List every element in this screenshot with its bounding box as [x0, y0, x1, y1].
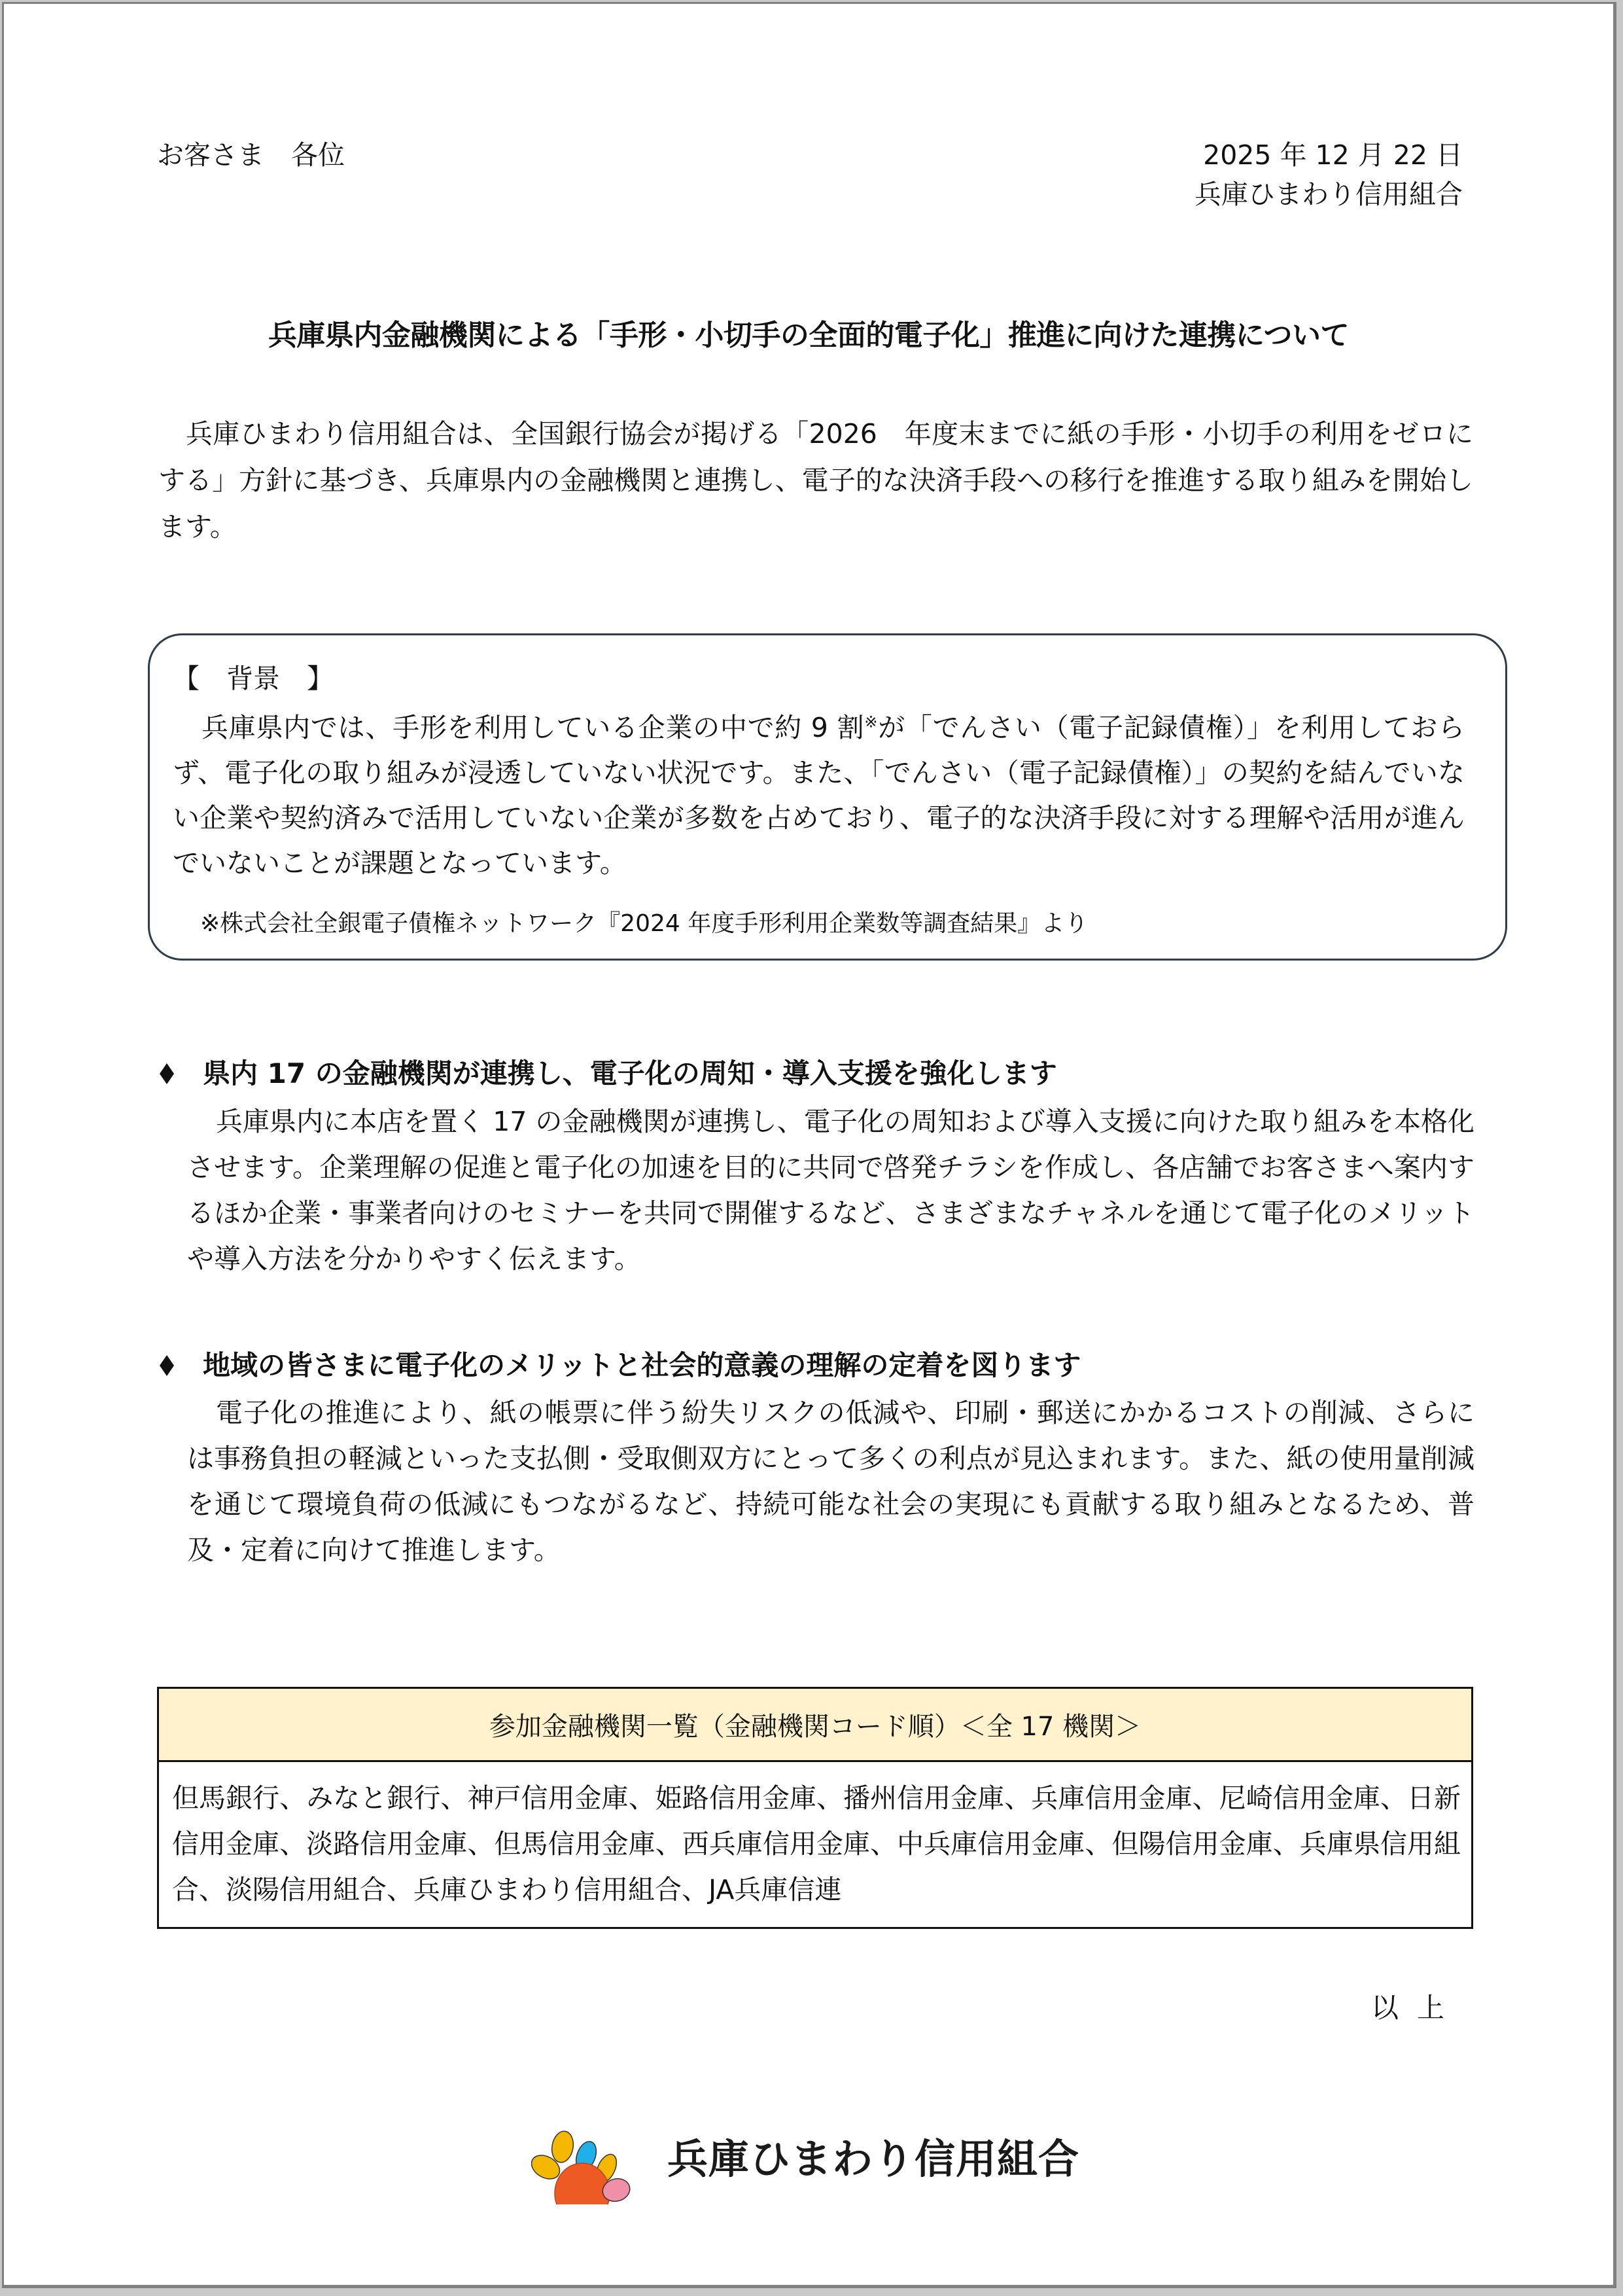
- closing-mark: 以上: [1370, 1992, 1463, 2024]
- background-heading: 【 背景 】: [173, 663, 334, 694]
- diamond-bullet-icon: [160, 1355, 174, 1376]
- background-footnote: ※株式会社全銀電子債権ネットワーク『2024 年度手形利用企業数等調査結果』より: [200, 910, 1089, 937]
- paw-flower-logo-icon: [531, 2106, 655, 2204]
- section-heading-text: 県内 17 の金融機関が連携し、電子化の周知・導入支援を強化します: [203, 1057, 1057, 1089]
- background-body: [173, 705, 1465, 886]
- document-page: [2, 2, 1616, 2288]
- institutions-list: 但馬銀行、みなと銀行、神戸信用金庫、姫路信用金庫、播州信用金庫、兵庫信用金庫、尼崎信用金庫、日新信用金庫、淡路信用金庫、但馬信用金庫、西兵庫信用金庫、中兵庫信用金庫、但陽信用金庫、兵庫県信用組合、淡陽信用組合、兵庫ひまわり信用組合、JA兵庫信連: [172, 1782, 1461, 1905]
- issue-date: 2025 年 12 月 22 日: [1203, 139, 1463, 171]
- intro-paragraph: 兵庫ひまわり信用組合は、全国銀行協会が掲げる「2026 年度末までに紙の手形・小切手の利用をゼロにする」方針に基づき、兵庫県内の金融機関と連携し、電子的な決済手段への移行を推進する取り組みを開始します。: [158, 418, 1473, 542]
- section-heading-2: [157, 1343, 1081, 1388]
- salutation: お客さま 各位: [157, 139, 345, 171]
- issuer-name: 兵庫ひまわり信用組合: [1195, 179, 1463, 210]
- section-body-2: 電子化の推進により、紙の帳票に伴う紛失リスクの低減や、印刷・郵送にかかるコストの削減、さらには事務負担の軽減といった支払側・受取側双方にとって多くの利点が見込まれます。また、紙の使用量削減を通じて環境負荷の低減にもつながるなど、持続可能な社会の実現にも貢献する取り組みとなるため、普及・定着に向けて推進します。: [187, 1397, 1475, 1566]
- background-body-text-1: 兵庫県内では、手形を利用している企業の中で約 9 割: [201, 712, 865, 743]
- institutions-table-header: 参加金融機関一覧（金融機関コード順）＜全 17 機関＞: [159, 1689, 1471, 1762]
- section-body-1: 兵庫県内に本店を置く 17 の金融機関が連携し、電子化の周知および導入支援に向けた取り組みを本格化させます。企業理解の促進と電子化の加速を目的に共同で啓発チラシを作成し、各店舗でお客さまへ案内するほか企業・事業者向けのセミナーを共同で開催するなど、さまざまなチャネルを通じて電子化のメリットや導入方法を分かりやすく伝えます。: [187, 1106, 1475, 1275]
- background-body-text-2: が「でんさい（電子記録債権）」を利用しておらず、電子化の取り組みが浸透していない状況です。また、「でんさい（電子記録債権）」の契約を結んでいない企業や契約済みで活用していない企業が多数を占めており、電子的な決済手段に対する理解や活用が進んでいないことが課題となっています。: [173, 712, 1465, 879]
- section-heading-1: [157, 1051, 1057, 1097]
- footer-organization-name: 兵庫ひまわり信用組合: [667, 2134, 1080, 2183]
- footnote-mark: ※: [864, 713, 879, 732]
- section-heading-text: 地域の皆さまに電子化のメリットと社会的意義の理解の定着を図ります: [203, 1349, 1081, 1381]
- diamond-bullet-icon: [160, 1063, 174, 1084]
- document-title: 兵庫県内金融機関による「手形・小切手の全面的電子化」推進に向けた連携について: [268, 319, 1350, 352]
- footer-logo: [531, 2110, 1079, 2201]
- institutions-table: [157, 1687, 1473, 1929]
